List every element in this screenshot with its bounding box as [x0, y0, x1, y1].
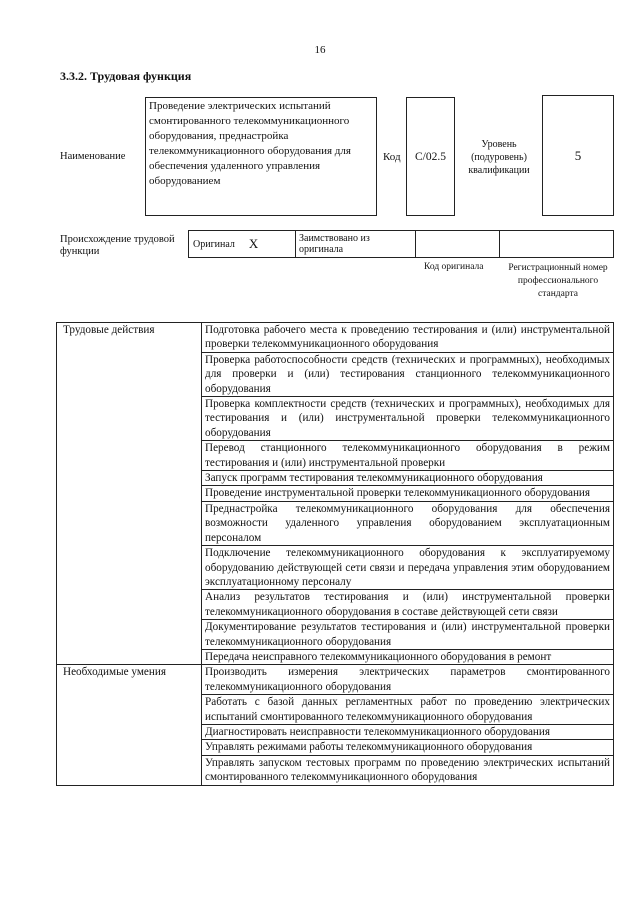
table-row	[57, 323, 614, 353]
registration-caption: Регистрационный номер профессионального стандарта	[508, 263, 608, 299]
section-item: Проверка комплектности средств (технических и программных), необходимых для тестирования и (или) инструментальной проверки телекоммуникационного оборудования	[202, 397, 614, 441]
registration-number-cell	[500, 231, 613, 257]
section-item: Документирование результатов тестирования и (или) инструментальной проверки телекоммуникационного оборудования	[202, 620, 614, 650]
section-item: Управлять режимами работы телекоммуникационного оборудования	[202, 740, 614, 755]
code-label: Код	[383, 151, 401, 163]
origin-label: Происхождение трудовой функции	[60, 234, 175, 257]
section-item: Подготовка рабочего места к проведению тестирования и (или) инструментальной проверки телекоммуникационного оборудования	[202, 323, 614, 353]
original-label: Оригинал	[193, 238, 235, 250]
section-item: Производить измерения электрических параметров смонтированного телекоммуникационного оборудования	[202, 665, 614, 695]
name-label: Наименование	[60, 151, 126, 162]
section-title: 3.3.2. Трудовая функция	[60, 69, 192, 83]
section-title-cell: Необходимые умения	[57, 665, 202, 785]
section-title-cell: Трудовые действия	[57, 323, 202, 665]
section-item: Анализ результатов тестирования и (или) инструментальной проверки телекоммуникационного оборудования в составе действующей сети связи	[202, 590, 614, 620]
section-item: Работать с базой данных регламентных работ по проведению электрических испытаний смонтированного телекоммуникационного оборудования	[202, 695, 614, 725]
code-caption: Код оригинала	[424, 262, 484, 272]
page-number: 16	[314, 44, 326, 56]
borrowed-label: Заимствовано из оригинала	[296, 231, 416, 257]
origin-row	[188, 230, 614, 258]
section-item: Запуск программ тестирования телекоммуникационного оборудования	[202, 471, 614, 486]
section-item: Управлять запуском тестовых программ по проведению электрических испытаний смонтированного телекоммуникационного оборудования	[202, 755, 614, 785]
section-item: Преднастройка телекоммуникационного оборудования для обеспечения возможности удаленного управления оборудованием эксплуатационным персоналом	[202, 501, 614, 545]
origin-original-cell	[189, 231, 296, 257]
original-mark: X	[248, 236, 259, 251]
section-item: Передача неисправного телекоммуникационного оборудования в ремонт	[202, 649, 614, 664]
code-value: C/02.5	[406, 97, 455, 216]
table-row	[57, 665, 614, 695]
labor-function-table	[56, 322, 614, 786]
original-code-cell	[416, 231, 500, 257]
level-label: Уровень (подуровень) квалификации	[468, 139, 530, 176]
section-item: Проверка работоспособности средств (технических и программных), необходимых для проверки и (или) тестирования станционного телекоммуникационного оборудования	[202, 352, 614, 396]
level-value: 5	[542, 95, 614, 216]
section-item: Проведение инструментальной проверки телекоммуникационного оборудования	[202, 486, 614, 501]
section-item: Подключение телекоммуникационного оборудования к эксплуатируемому оборудованию действующей сети связи и передача управления этим оборудованием эксплуатационному персоналу	[202, 546, 614, 590]
section-item: Перевод станционного телекоммуникационного оборудования в режим тестирования и (или) инструментальной проверки	[202, 441, 614, 471]
section-item: Диагностировать неисправности телекоммуникационного оборудования	[202, 724, 614, 739]
function-name-box: Проведение электрических испытаний смонтированного телекоммуникационного оборудования, преднастройка телекоммуникационного оборудования для обеспечения удаленного управления оборудованием	[145, 97, 377, 216]
